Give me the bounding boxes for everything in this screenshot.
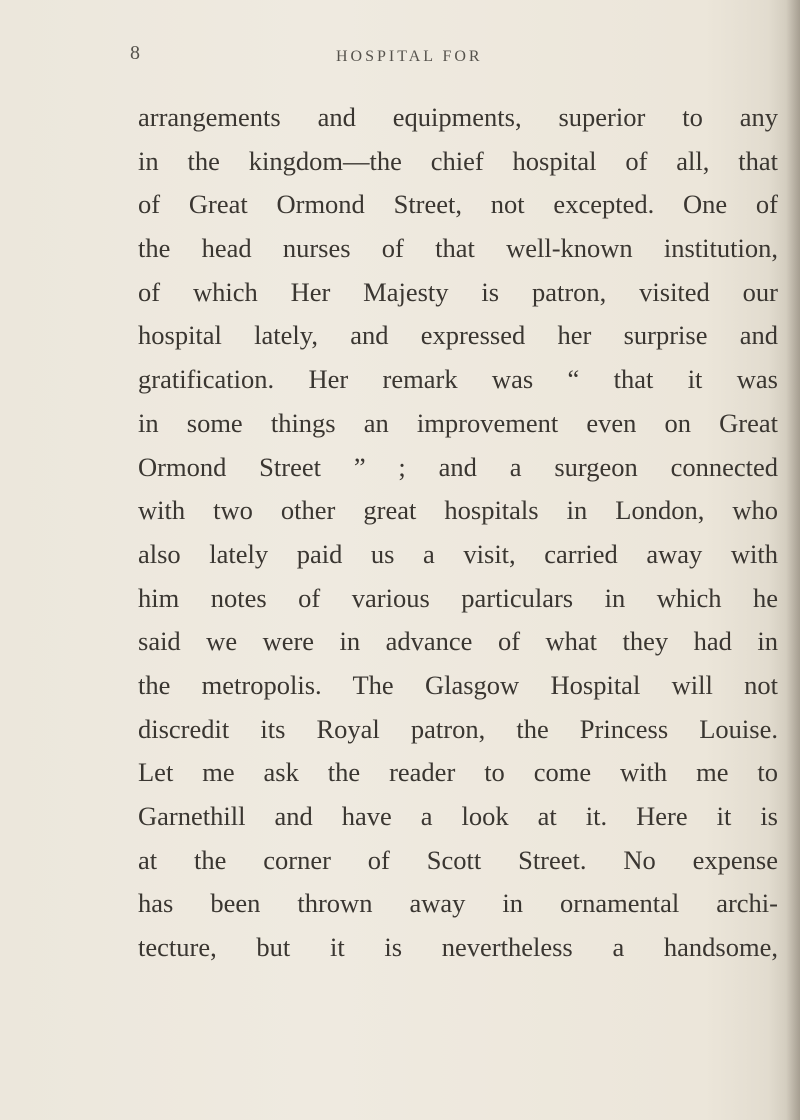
text-line: gratification. Her remark was “ that it was [138,364,778,395]
text-line: Ormond Street ” ; and a surgeon connected [138,451,778,482]
text-line: Garnethill and have a look at it. Here it is [138,801,778,831]
text-line: the head nurses of that well-known institution, [138,233,778,264]
text-line: arrangements and equipments, superior to any [138,102,778,132]
text-line: him notes of various particulars in which he [138,582,778,613]
text-line: in some things an improvement even on Great [138,407,778,438]
text-line: the metropolis. The Glasgow Hospital will not [138,669,778,700]
text-line: has been thrown away in ornamental archi- [138,888,778,919]
text-line: Let me ask the reader to come with me to [138,757,778,788]
page-number: 8 [130,42,141,64]
text-line: discredit its Royal patron, the Princess Louise. [138,713,778,744]
text-line: tecture, but it is nevertheless a handsome, [138,932,778,963]
text-line: in the kingdom—the chief hospital of all, that [138,145,778,176]
text-line: at the corner of Scott Street. No expense [138,844,778,875]
page-edge-shadow [786,0,800,1120]
text-line: of which Her Majesty is patron, visited our [138,276,778,307]
text-line: also lately paid us a visit, carried away with [138,538,778,569]
body-text [138,96,778,970]
text-line: said we were in advance of what they had in [138,626,778,657]
text-line: with two other great hospitals in London, who [138,495,778,526]
text-line: of Great Ormond Street, not excepted. One of [138,189,778,220]
running-head: HOSPITAL FOR [336,48,483,65]
text-line: hospital lately, and expressed her surprise and [138,320,778,351]
